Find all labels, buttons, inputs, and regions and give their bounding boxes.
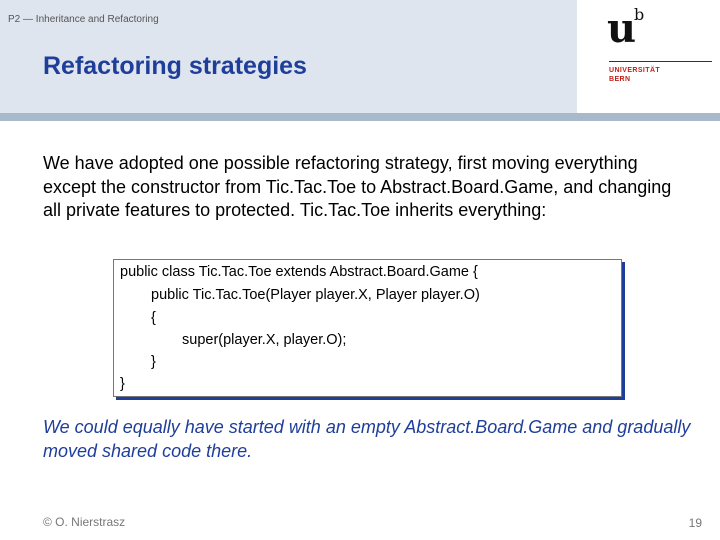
header-divider bbox=[0, 113, 720, 121]
code-block bbox=[113, 259, 622, 397]
logo-panel bbox=[577, 0, 720, 113]
page-number: 19 bbox=[688, 516, 702, 530]
logo-rule bbox=[609, 61, 712, 62]
slide-title: Refactoring strategies bbox=[43, 52, 307, 80]
footer-author: © O. Nierstrasz bbox=[43, 515, 126, 529]
code-line: public class Tic.Tac.Toe extends Abstract.Board.Game { bbox=[120, 264, 478, 280]
code-line: super(player.X, player.O); bbox=[182, 332, 347, 348]
code-line: public Tic.Tac.Toe(Player player.X, Player player.O) bbox=[151, 287, 480, 303]
logo-b-glyph: b bbox=[634, 5, 645, 24]
course-label: P2 — Inheritance and Refactoring bbox=[8, 14, 159, 25]
logo-line-2: BERN bbox=[609, 76, 631, 83]
code-line: } bbox=[151, 354, 156, 370]
code-line: } bbox=[120, 376, 125, 392]
closing-paragraph: We could equally have started with an empty Abstract.Board.Game and gradually moved shared code there. bbox=[43, 417, 691, 461]
logo-wordmark bbox=[609, 66, 714, 84]
logo-line-1: UNIVERSITÄT bbox=[609, 67, 661, 74]
logo-u-glyph: u bbox=[607, 5, 637, 52]
code-line: { bbox=[151, 310, 156, 326]
intro-paragraph: We have adopted one possible refactoring strategy, first moving everything except the constructor from Tic.Tac.Toe to Abstract.Board.Game, and changing all private features to protected. Tic.Tac.Toe inherits everything: bbox=[43, 153, 672, 220]
